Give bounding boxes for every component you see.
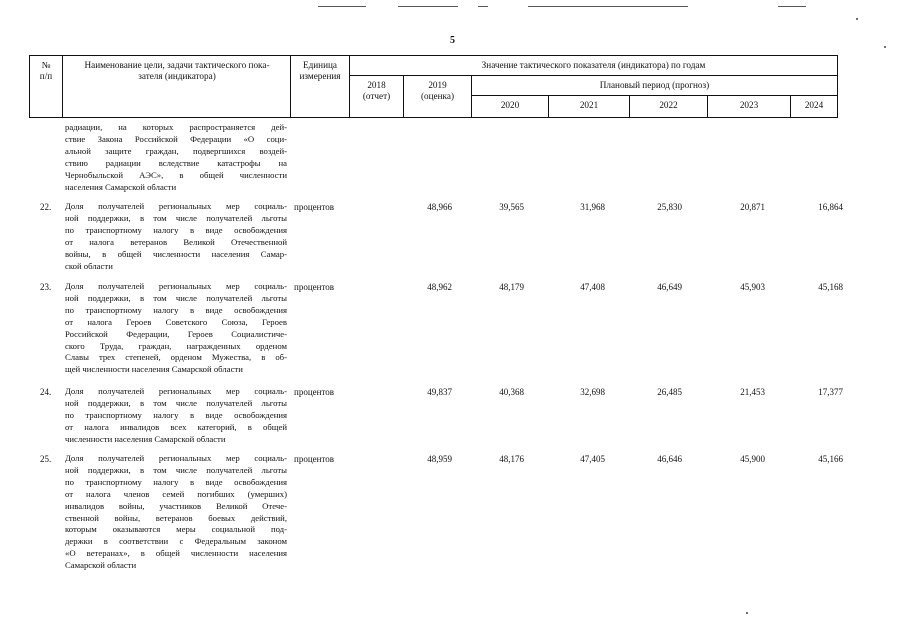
header-col-no: № п/п (39, 60, 53, 81)
row-number: 23. (40, 282, 52, 292)
scan-artifact-dot (884, 46, 886, 48)
row-description: Доля получателей региональных мер социаль- ной поддержки, в том числе получателей льготы по транспортному налогу в виде освобождения от налога ветеранов Великой Отечественной войны, в общей численности населения Самар- ской области (65, 201, 287, 271)
header-col-name: Наименование цели, задачи тактического пока- зателя (индикатора) (84, 60, 270, 81)
row-number: 24. (40, 387, 52, 397)
value-2019: 49,837 (427, 387, 452, 397)
continuation-text: радиации, на которых распространяется дей- ствие Закона Российской Федерации «О соци- альной защите граждан, подвергшихся воздей- ствию радиации вследствие катастрофы на Чернобыльской АЭС», в общей численности населения Самарской области (65, 122, 287, 192)
header-values-title: Значение тактического показателя (индикатора) по годам (481, 60, 706, 70)
row-description: Доля получателей региональных мер социаль- ной поддержки, в том числе получателей льготы по транспортному налогу в виде освобождения от налога инвалидов всех категорий, в общей численности населения Самарской области (65, 386, 287, 444)
header-year-2020: 2020 (500, 100, 520, 110)
page-number: 5 (450, 35, 455, 46)
row-description: Доля получателей региональных мер социаль- ной поддержки, в том числе получателей льготы по транспортному налогу в виде освобождения от налога членов семей погибших (умерших) инвалидов войны, участников Великой Отече- ственной войны, ветеранов боевых действий, которым оказываются меры социальной под- держки в соответствии с Федеральным законом «О ветеранах», в общей численности населения Самарской области (65, 453, 287, 571)
value-2024: 17,377 (818, 387, 843, 397)
header-col-unit: Единица измерения (299, 60, 341, 81)
header-year-2021: 2021 (579, 100, 599, 110)
value-2023: 20,871 (740, 202, 765, 212)
scan-artifact-dot (856, 18, 858, 20)
header-planned-period: Плановый период (прогноз) (599, 80, 710, 90)
header-planned-divider (471, 95, 837, 96)
value-2022: 25,830 (657, 202, 682, 212)
scan-artifact-line (478, 6, 488, 7)
header-values-divider (349, 75, 837, 76)
value-2023: 45,900 (740, 454, 765, 464)
value-2023: 45,903 (740, 282, 765, 292)
header-top-border (29, 55, 837, 56)
row-unit: процентов (294, 282, 335, 292)
value-2022: 46,646 (657, 454, 682, 464)
value-2021: 31,968 (580, 202, 605, 212)
scan-artifact-dot (746, 612, 748, 614)
value-2024: 45,166 (818, 454, 843, 464)
header-bottom-border (29, 117, 837, 118)
row-unit: процентов (294, 387, 335, 397)
row-number: 25. (40, 454, 52, 464)
value-2020: 48,176 (499, 454, 524, 464)
value-2024: 16,864 (818, 202, 843, 212)
header-year-2018: 2018 (отчет) (362, 80, 391, 101)
value-2022: 46,649 (657, 282, 682, 292)
value-2021: 47,405 (580, 454, 605, 464)
value-2022: 26,485 (657, 387, 682, 397)
value-2021: 47,408 (580, 282, 605, 292)
value-2020: 40,368 (499, 387, 524, 397)
value-2020: 48,179 (499, 282, 524, 292)
value-2024: 45,168 (818, 282, 843, 292)
header-vline (62, 55, 63, 118)
value-2023: 21,453 (740, 387, 765, 397)
value-2020: 39,565 (499, 202, 524, 212)
row-unit: процентов (294, 202, 335, 212)
value-2019: 48,962 (427, 282, 452, 292)
header-year-2024: 2024 (804, 100, 824, 110)
header-vline (837, 55, 838, 118)
value-2019: 48,959 (427, 454, 452, 464)
row-description: Доля получателей региональных мер социаль- ной поддержки, в том числе получателей льготы по транспортному налогу в виде освобождения от налога Героев Советского Союза, Героев Российской Федерации, Героев Социалистиче- ского Труда, граждан, награжденных орденом Славы трех степеней, орденом Мужества, в об- щей численности населения Самарской области (65, 281, 287, 375)
scan-artifact-line (398, 6, 458, 7)
header-year-2023: 2023 (739, 100, 759, 110)
value-2019: 48,966 (427, 202, 452, 212)
row-unit: процентов (294, 454, 335, 464)
value-2021: 32,698 (580, 387, 605, 397)
header-year-2022: 2022 (659, 100, 678, 110)
scan-artifact-line (318, 6, 366, 7)
header-year-2019: 2019 (оценка) (420, 80, 455, 101)
row-number: 22. (40, 202, 52, 212)
scan-artifact-line (528, 6, 688, 7)
scan-artifact-line (778, 6, 806, 7)
